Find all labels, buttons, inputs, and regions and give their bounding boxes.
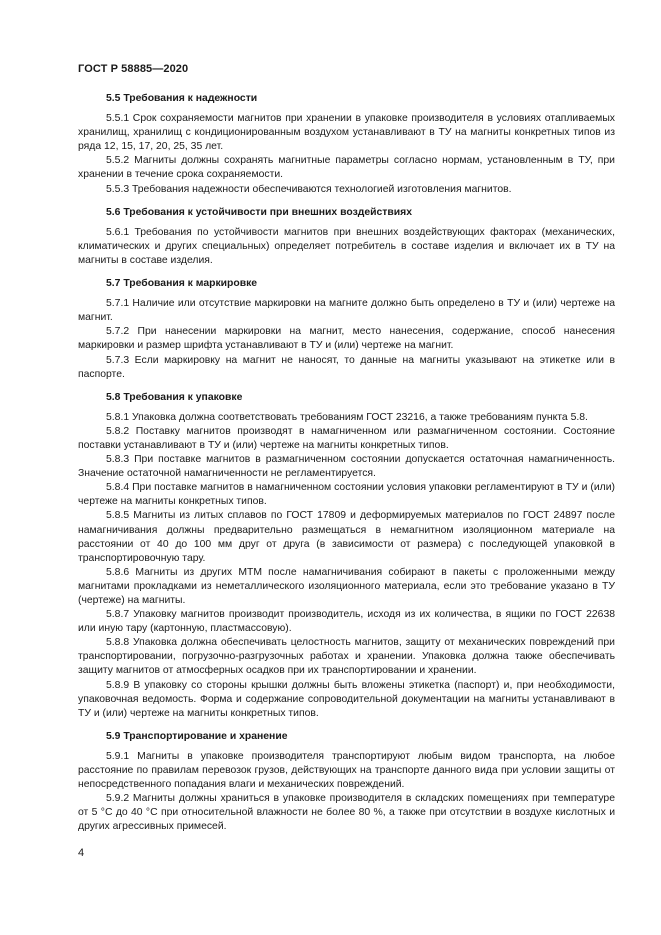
paragraph: 5.7.2 При нанесении маркировки на магнит, место нанесения, содержание, способ нанесения маркировки и размер шрифта устанавливают в ТУ и (или) чертеже на магнит. bbox=[78, 326, 615, 352]
paragraph: 5.6.1 Требования по устойчивости магнитов при внешних воздействующих факторах (механических, климатических и других специальных) определяет потребитель в составе изделия и включает их в ТУ на магниты в составе изделия. bbox=[78, 226, 615, 266]
document-body bbox=[78, 92, 615, 844]
paragraph: 5.5.2 Магниты должны сохранять магнитные параметры согласно нормам, установленным в ТУ, при хранении в течение срока сохраняемости. bbox=[78, 155, 615, 181]
paragraph: 5.7.3 Если маркировку на магнит не наносят, то данные на магниты указывают на этикетке или в паспорте. bbox=[78, 354, 615, 380]
page-number: 4 bbox=[78, 847, 85, 859]
section-title: 5.6 Требования к устойчивости при внешних воздействиях bbox=[106, 206, 412, 218]
paragraph: 5.8.5 Магниты из литых сплавов по ГОСТ 17809 и деформируемых материалов по ГОСТ 24897 после намагничивания должны предварительно размещаться в немагнитном изоляционном материале на расстоянии от 40 до 100 мм друг от друга (в зависимости от размера) с последующей упаковкой в транспортировочную тару. bbox=[78, 510, 615, 564]
paragraph: 5.8.7 Упаковку магнитов производит производитель, исходя из их количества, в ящики по ГОСТ 22638 или иную тару (картонную, пластмассовую). bbox=[78, 609, 615, 635]
paragraph: 5.8.6 Магниты из других МТМ после намагничивания собирают в пакеты с проложенными между магнитами прокладками из неметаллического изоляционного материала, если это требование указано в ТУ (чертеже) на магниты. bbox=[78, 566, 615, 606]
paragraph: 5.8.9 В упаковку со стороны крышки должны быть вложены этикетка (паспорт) и, при необходимости, упаковочная ведомость. Форма и содержание сопроводительной документации на магниты устанавливают в ТУ и (или) чертеже на магниты конкретных типов. bbox=[78, 679, 615, 719]
paragraph: 5.8.2 Поставку магнитов производят в намагниченном или размагниченном состоянии. Состояние поставки устанавливают в ТУ и (или) чертеже на магниты конкретных типов. bbox=[78, 425, 615, 451]
document-code-header: ГОСТ Р 58885—2020 bbox=[78, 63, 189, 75]
section-5-5 bbox=[78, 92, 615, 197]
section-title: 5.7 Требования к маркировке bbox=[106, 278, 258, 290]
paragraph: 5.8.1 Упаковка должна соответствовать требованиям ГОСТ 23216, а также требованиям пункта 5.8. bbox=[106, 411, 588, 423]
paragraph: 5.7.1 Наличие или отсутствие маркировки на магните должно быть определено в ТУ и (или) чертеже на магнит. bbox=[78, 298, 615, 324]
paragraph: 5.8.4 При поставке магнитов в намагниченном состоянии условия упаковки регламентируют в ТУ и (или) чертеже на магниты конкретных типов. bbox=[78, 482, 615, 508]
paragraph: 5.5.1 Срок сохраняемости магнитов при хранении в упаковке производителя в условиях отапливаемых хранилищ, хранилищ с кондиционированным воздухом устанавливают в ТУ на магниты конкретных типов из ряда 12, 15, 17, 20, 25, 35 лет. bbox=[78, 113, 615, 153]
section-title: 5.8 Требования к упаковке bbox=[106, 391, 243, 403]
paragraph: 5.5.3 Требования надежности обеспечиваются технологией изготовления магнитов. bbox=[106, 183, 512, 195]
section-title: 5.9 Транспортирование и хранение bbox=[106, 730, 288, 742]
section-5-9 bbox=[78, 730, 615, 835]
paragraph: 5.8.3 При поставке магнитов в размагниченном состоянии допускается остаточная намагниченность. Значение остаточной намагниченности не регламентируется. bbox=[78, 454, 615, 480]
section-5-8 bbox=[78, 391, 615, 721]
paragraph: 5.9.2 Магниты должны храниться в упаковке производителя в складских помещениях при температуре от 5 °С до 40 °С при относительной влажности не более 80 %, а также при отсутствии в воздухе кислотных и других агрессивных примесей. bbox=[78, 793, 615, 833]
section-5-6 bbox=[78, 206, 615, 268]
section-5-7 bbox=[78, 277, 615, 382]
section-title: 5.5 Требования к надежности bbox=[106, 93, 258, 104]
paragraph: 5.8.8 Упаковка должна обеспечивать целостность магнитов, защиту от механических повреждений при транспортировании, погрузочно-разгрузочных работах и хранении. Упаковка должна также обеспечивать защиту магнитов от атмосферных осадков при их транспортировании и хранении. bbox=[78, 637, 615, 677]
paragraph: 5.9.1 Магниты в упаковке производителя транспортируют любым видом транспорта, на любое расстояние по правилам перевозок грузов, действующих на транспорте данного вида при условии защиты от непосредственного попадания влаги и механических повреждений. bbox=[78, 750, 615, 791]
